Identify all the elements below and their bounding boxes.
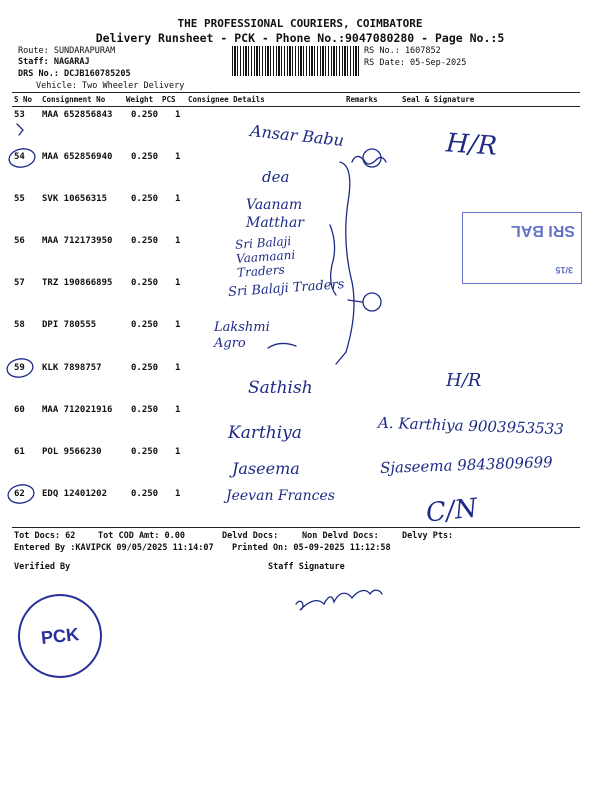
tick-mark-53 (17, 124, 23, 135)
row-pcs: 1 (175, 278, 181, 288)
row-weight: 0.250 (131, 489, 159, 499)
handwritten-hir-1: H/R (445, 128, 498, 162)
rs-number: RS No.: 1607852 (364, 46, 441, 56)
row-consignment: KLK 7898757 (42, 363, 102, 373)
row-consignment: SVK 10656315 (42, 194, 108, 204)
staff-label: Staff: NAGARAJ (18, 57, 90, 67)
entered-by: Entered By :KAVIPCK 09/05/2025 11:14:07 (14, 543, 214, 553)
circle-mark-62 (7, 483, 36, 505)
col-weight: Weight (126, 95, 154, 104)
row-pcs: 1 (175, 320, 181, 330)
handwritten-consignee-54: dea (262, 168, 290, 186)
row-pcs: 1 (175, 194, 181, 204)
row-sno: 62 (14, 489, 25, 499)
row-weight: 0.250 (131, 405, 159, 415)
drs-label: DRS No.: DCJB160785205 (18, 69, 131, 79)
arrow-mark (348, 300, 362, 302)
staff-signature-label: Staff Signature (268, 562, 345, 572)
row-sno: 58 (14, 320, 25, 330)
handwritten-consignee-59: Sathish (248, 378, 313, 398)
row-weight: 0.250 (131, 278, 159, 288)
row-weight: 0.250 (131, 447, 159, 457)
col-pcs: PCS (162, 95, 176, 104)
handwritten-remark-60: A. Karthiya 9003953533 (377, 413, 565, 439)
row-consignment: MAA 652856940 (42, 152, 113, 162)
route-label: Route: SUNDARAPURAM (18, 46, 116, 56)
row-pcs: 1 (175, 489, 181, 499)
delivered-docs: Delvd Docs: (222, 531, 279, 541)
row-pcs: 1 (175, 110, 181, 120)
col-remarks: Remarks (346, 95, 378, 104)
handwritten-remark-61: Sjaseema 9843809699 (379, 452, 553, 478)
handwritten-consignee-57: Sri Balaji Traders (227, 277, 345, 301)
verified-by: Verified By (14, 562, 71, 572)
handwritten-consignee-55: Vaanam Matthar (246, 197, 304, 231)
row-sno: 61 (14, 447, 25, 457)
handwritten-hir-2: H/R (446, 370, 482, 391)
col-consignment: Consignment No (42, 95, 106, 104)
row-consignment: DPI 780555 (42, 320, 97, 330)
row-pcs: 1 (175, 236, 181, 246)
row-pcs: 1 (175, 152, 181, 162)
non-delivered-docs: Non Delvd Docs: (302, 531, 379, 541)
row-weight: 0.250 (131, 363, 159, 373)
row-sno: 53 (14, 110, 25, 120)
col-seal: Seal & Signature (402, 95, 475, 104)
footer-rule (12, 527, 580, 528)
row-consignment: POL 9566230 (42, 447, 102, 457)
row-sno: 56 (14, 236, 25, 246)
handwritten-consignee-56: Sri Balaji Vaamaani Traders (234, 233, 296, 280)
pck-stamp: PCK (14, 590, 106, 682)
delivery-points: Delvy Pts: (402, 531, 454, 541)
row-consignment: MAA 712021916 (42, 405, 113, 415)
total-docs: Tot Docs: 62 (14, 531, 76, 541)
company-title: THE PROFESSIONAL COURIERS, COIMBATORE (177, 17, 423, 30)
handwritten-consignee-61: Jaseema (232, 459, 300, 478)
row-pcs: 1 (175, 447, 181, 457)
row-weight: 0.250 (131, 152, 159, 162)
row-consignment: TRZ 190866895 (42, 278, 113, 288)
row-weight: 0.250 (131, 110, 159, 120)
row-pcs: 1 (175, 363, 181, 373)
row-sno: 54 (14, 152, 25, 162)
circle-mark-54 (8, 147, 37, 169)
row-consignment: MAA 652856843 (42, 110, 113, 120)
runsheet-subtitle: Delivery Runsheet - PCK - Phone No.:9047080280 - Page No.:5 (95, 31, 505, 45)
row-consignment: MAA 712173950 (42, 236, 113, 246)
row-weight: 0.250 (131, 194, 159, 204)
staff-signature-scribble (296, 590, 382, 610)
row-pcs: 1 (175, 405, 181, 415)
row-weight: 0.250 (131, 320, 159, 330)
total-cod: Tot COD Amt: 0.00 (98, 531, 185, 541)
company-stamp (462, 212, 582, 284)
handwritten-cn: C/N (424, 493, 479, 529)
printed-on: Printed On: 05-09-2025 11:12:58 (232, 543, 391, 553)
stamp-name: SRI BAL (511, 222, 575, 239)
rs-date: RS Date: 05-Sep-2025 (364, 58, 467, 68)
vehicle-label: Vehicle: Two Wheeler Delivery (36, 81, 185, 91)
circle-mark-59 (6, 357, 35, 379)
col-consignee: Consignee Details (188, 95, 265, 104)
handwritten-consignee-60: Karthiya (228, 423, 302, 443)
handwritten-consignee-58: Lakshmi Agro (214, 320, 270, 351)
handwritten-consignee-53: Ansar Babu (249, 121, 345, 150)
row-consignment: EDQ 12401202 (42, 489, 108, 499)
row-sno: 59 (14, 363, 25, 373)
circle-mark-3 (363, 293, 381, 311)
stamp-number: 3/15 (555, 265, 573, 275)
row-sno: 57 (14, 278, 25, 288)
row-sno: 60 (14, 405, 25, 415)
col-sno: S No (14, 95, 33, 104)
handwritten-consignee-62: Jeevan Frances (226, 488, 335, 504)
row-weight: 0.250 (131, 236, 159, 246)
row-sno: 55 (14, 194, 25, 204)
